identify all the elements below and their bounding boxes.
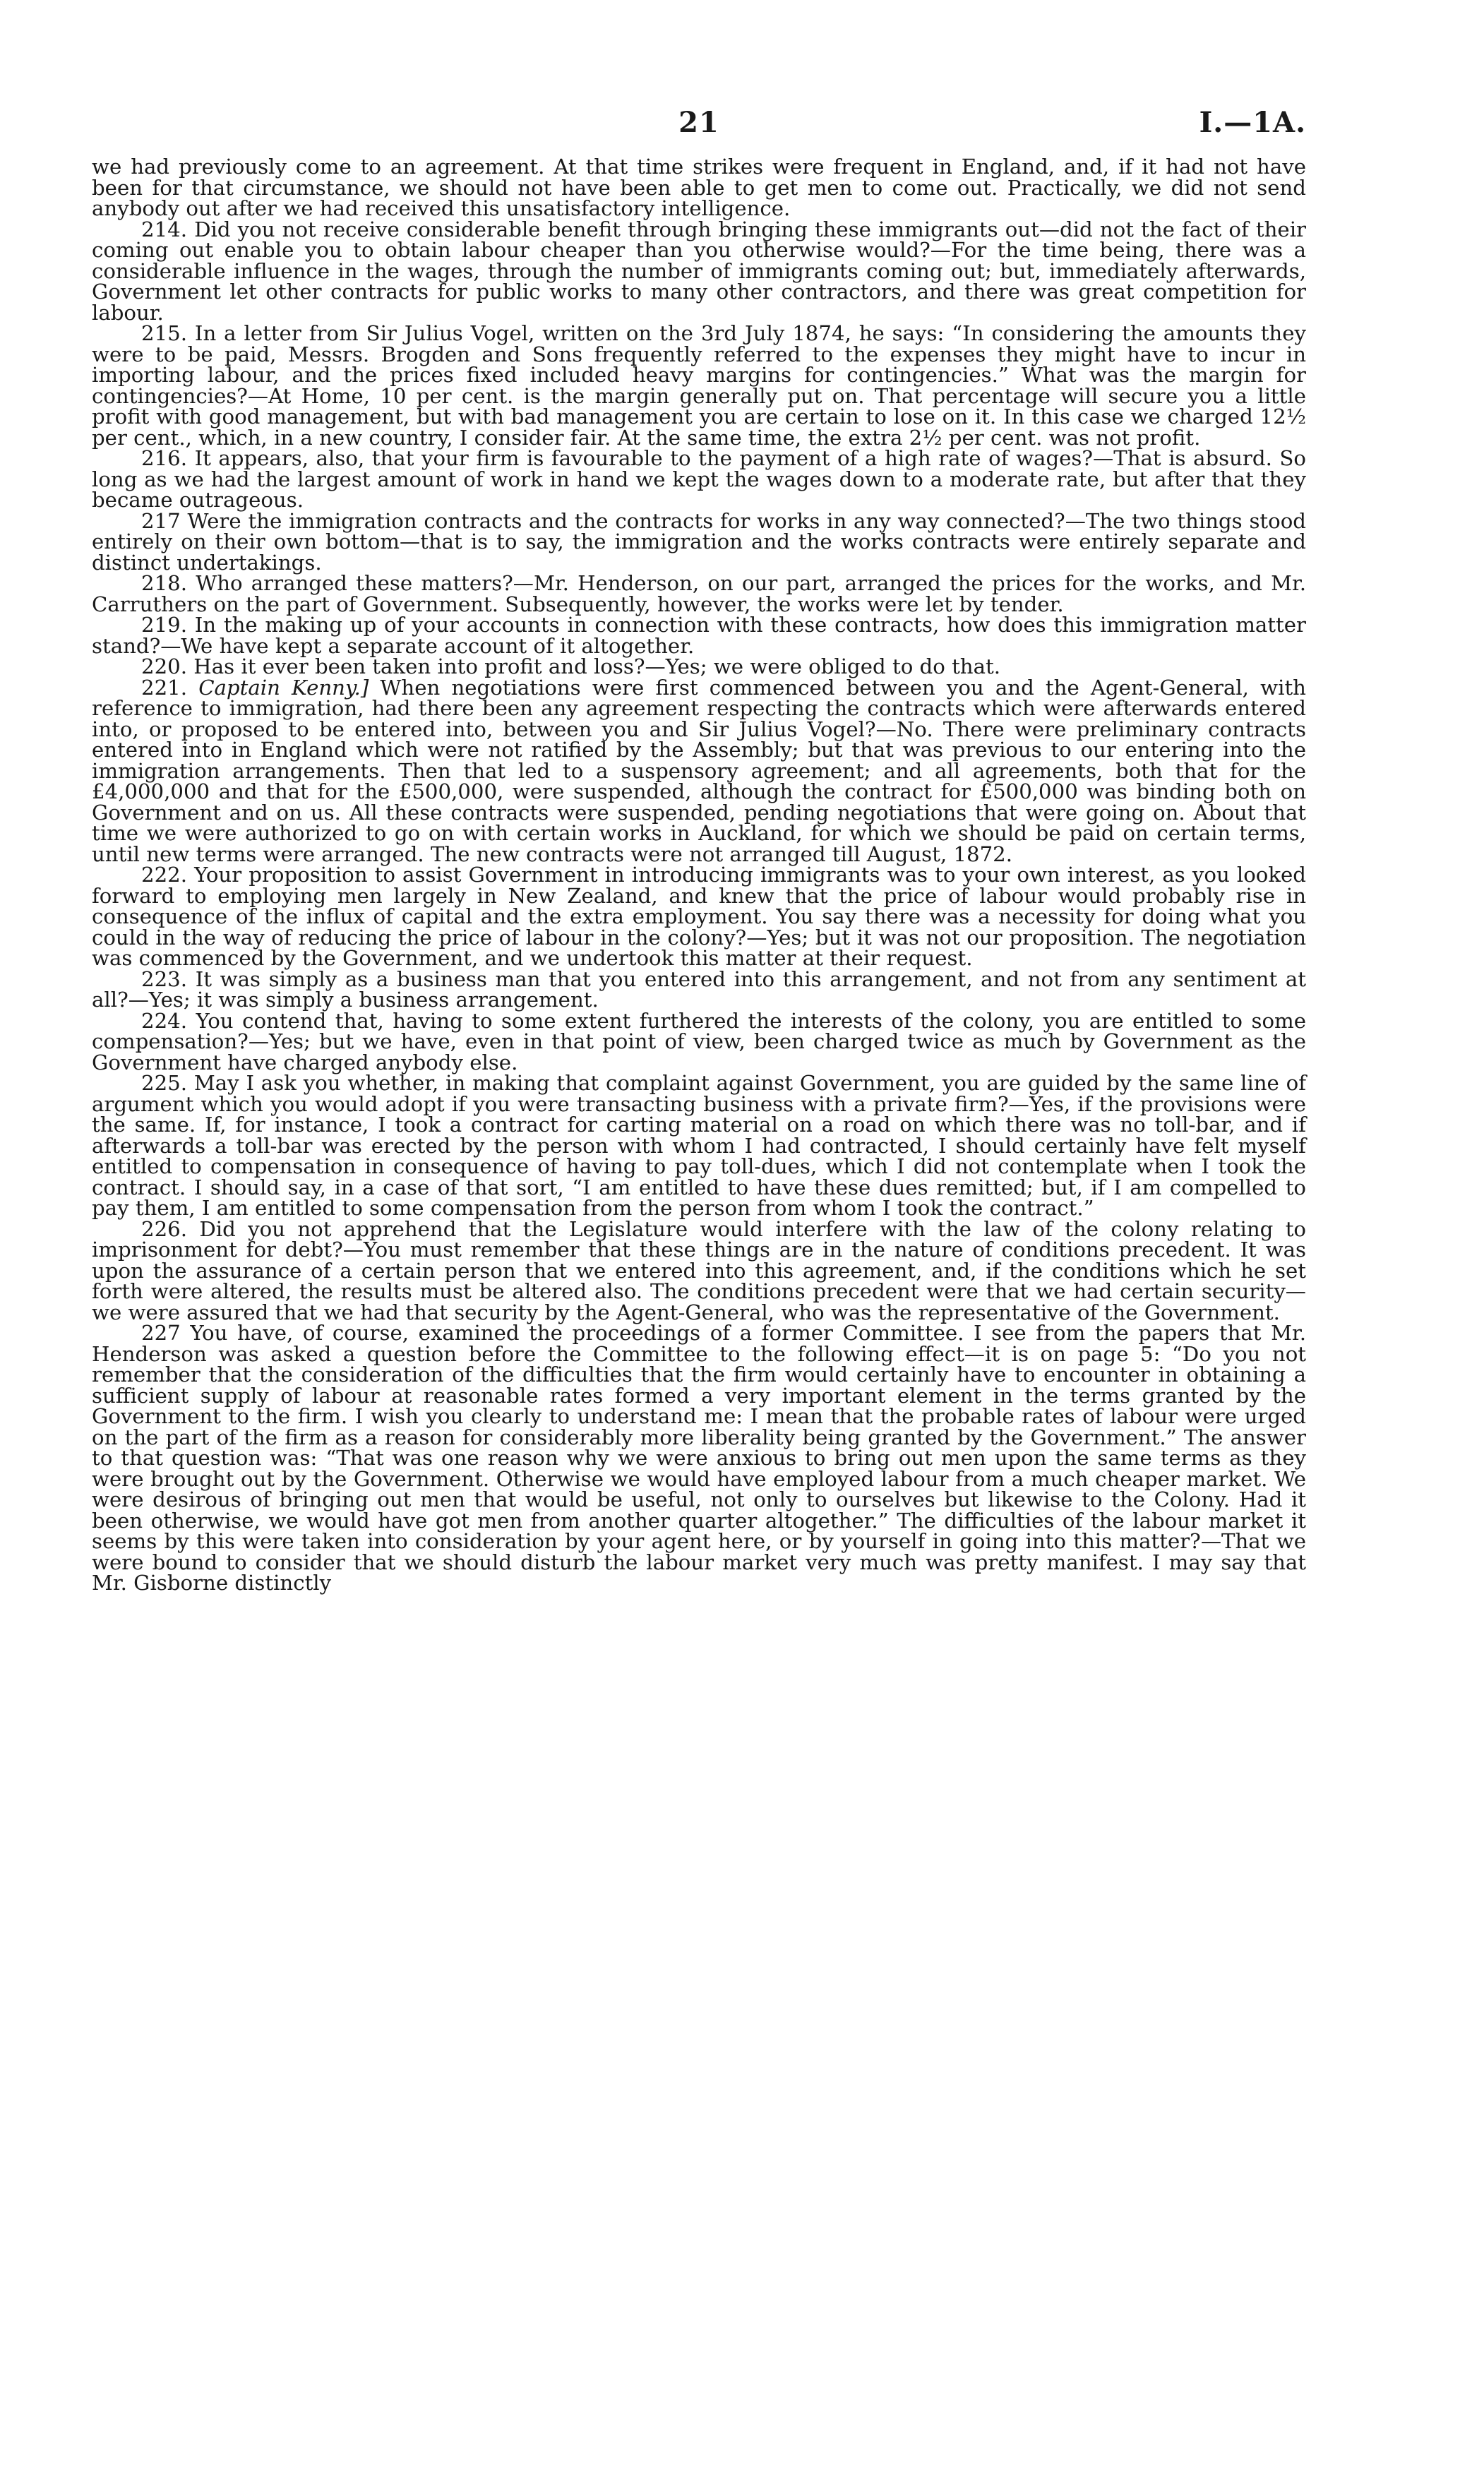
paragraph-text: Did you not apprehend that the Legislature would interfere with the law of the colony relating to imprisonment for debt?—You must remember that these things are in the nature of conditions precedent. It was upon the assurance of a certain person that we entered into this agreement, and, if the conditions which he set forth were altered, the results must be altered also. The conditions precedent were that we had certain security—we were assured that we had that security by the Agent-General, who was the representative of the Government. [92, 1216, 1306, 1324]
paragraph-text: we had previously come to an agreement. At that time strikes were frequent in England, and, if it had not have been for that circumstance, we should not have been able to get men to come out. Practically, we did not send anybody out after we had received this unsatisfactory intelligence. [92, 155, 1306, 220]
running-head [92, 106, 1306, 155]
paragraph-text: In a letter from Sir Julius Vogel, written on the 3rd July 1874, he says: “In considering the amounts they were to be paid, Messrs. Brogden and Sons frequently referred to the expenses they might have to incur in importing labour, and the prices fixed included heavy margins for contingencies.” What was the margin for contingencies?—At Home, 10 per cent. is the margin generally put on. That percentage will secure you a little profit with good management, but with bad management you are certain to lose on it. In this case we charged 12½ per cent., which, in a new country, I consider fair. At the same time, the extra 2½ per cent. was not profit. [92, 321, 1306, 450]
question-number: 221. [141, 675, 187, 700]
question-number: 218. [141, 571, 187, 595]
paragraph-text: Were the immigration contracts and the contracts for works in any way connected?—The two things stood entirely on their own bottom—that is to say, the immigration and the works contracts were entirely separate and distinct undertakings. [92, 508, 1306, 575]
question-223 [92, 966, 1306, 1012]
paragraph-text: May I ask you whether, in making that complaint against Government, you are guided by the same line of argument which you would adopt if you were transacting business with a private firm?—Yes, if the provisions were the same. If, for instance, I took a contract for carting material on a road on which there was no toll-bar, and if afterwards a toll-bar was erected by the person with whom I had contracted, I should certainly have felt myself entitled to compensation in consequence of having to pay toll-dues, which I did not contemplate when I took the contract. I should say, in a case of that sort, “I am entitled to have these dues remitted; but, if I am compelled to pay them, I am entitled to some compensation from the person from whom I took the contract.” [92, 1071, 1306, 1220]
question-220 [92, 654, 1306, 678]
question-215 [92, 323, 1306, 448]
speaker-note: Captain Kenny.] [198, 675, 369, 700]
question-number: 225. [141, 1071, 187, 1095]
paragraph-text: Has it ever been taken into profit and loss?—Yes; we were obliged to do that. [193, 654, 1001, 678]
question-number: 217 [141, 508, 181, 533]
paragraph-text: Who arranged these matters?—Mr. Henderson, on our part, arranged the prices for the works, and Mr. Carruthers on the part of Government. Subsequently, however, the works were let by tender. [92, 571, 1306, 616]
question-216 [92, 448, 1306, 511]
body-text [92, 157, 1306, 1594]
page-number: 21 [678, 106, 719, 139]
question-number: 215. [141, 321, 187, 345]
question-number: 219. [141, 613, 187, 637]
paragraph-text: Your proposition to assist Government in introducing immigrants was to your own interest, as you looked forward to employing men largely in New Zealand, and knew that the price of labour would probably rise in consequence of the influx of capital and the extra employment. You say there was a necessity for doing what you could in the way of reducing the price of labour in the colony?—Yes; but it was not our proposition. The negotiation was commenced by the Government, and we undertook this matter at their request. [92, 863, 1306, 970]
paragraph-continuation [92, 157, 1306, 220]
paragraph-text: You have, of course, examined the proceedings of a former Committee. I see from the papers that Mr. Henderson was asked a question before the Committee to the following effect—it is on page 5: “Do you not remember that the consideration of the difficulties that the firm would certainly have to encounter in obtaining a sufficient supply of labour at reasonable rates formed a very important element in the terms granted by the Government to the firm. I wish you clearly to understand me: I mean that the probable rates of labour were urged on the part of the firm as a reason for considerably more liberality being granted by the Government.” The answer to that question was: “That was one reason why we were anxious to bring out men upon the same terms as they were brought out by the Government. Otherwise we would have employed labour from a much cheaper market. We were desirous of bringing out men that would be useful, not only to ourselves but likewise to the Colony. Had it been otherwise, we would have got men from another quarter altogether.” The difficulties of the labour market it seems by this were taken into consideration by your agent here, or by yourself in going into this matter?—That we were bound to consider that we should disturb the labour market very much was pretty manifest. I may say that Mr. Gisborne distinctly [92, 1321, 1307, 1595]
question-number: 224. [141, 1008, 187, 1033]
paragraph-text: It appears, also, that your firm is favourable to the payment of a high rate of wages?—That is absurd. So long as we had the largest amount of work in hand we kept the wages down to a moderate rate, but after that they became outrageous. [92, 446, 1306, 512]
paragraph-text: Did you not receive considerable benefit through bringing these immigrants out—did not the fact of their coming out enable you to obtain labour cheaper than you otherwise would?—For the time being, there was a considerable influence in the wages, through the number of immigrants coming out; but, immediately afterwards, Government let other contracts for public works to many other contractors, and there was great competition for labour. [92, 217, 1306, 325]
question-number: 214. [141, 217, 187, 241]
question-225 [92, 1073, 1306, 1219]
question-221 [92, 675, 1306, 866]
question-219 [92, 615, 1306, 657]
question-226 [92, 1216, 1306, 1324]
question-number: 227 [141, 1321, 181, 1345]
paragraph-text: In the making up of your accounts in connection with these contracts, how does this immigration matter stand?—We have kept a separate account of it altogether. [92, 613, 1306, 658]
paragraph-text: When negotiations were first commenced between you and the Agent-General, with reference to immigration, had there been any agreement respecting the contracts which were afterwards entered into, or proposed to be entered into, between you and Sir Julius Vogel?—No. There were preliminary contracts entered into in England which were not ratified by the Assembly; but that was previous to our entering into the immigration arrangements. Then that led to a suspensory agreement; and all agreements, both that for the £4,000,000 and that for the £500,000, were suspended, although the contract for £500,000 was binding both on Government and on us. All these contracts were suspended, pending negotiations that were going on. About that time we were authorized to go on with certain works in Auckland, for which we should be paid on certain terms, until new terms were arranged. The new contracts were not arranged till August, 1872. [92, 675, 1306, 866]
paragraph-text: You contend that, having to some extent furthered the interests of the colony, you are entitled to some compensation?—Yes; but we have, even in that point of view, been charged twice as much by Government as the Government have charged anybody else. [92, 1008, 1306, 1074]
question-number: 223. [141, 966, 187, 991]
question-number: 220. [141, 654, 187, 678]
paragraph-text: It was simply as a business man that you entered into this arrangement, and not from any sentiment at all?—Yes; it was simply a business arrangement. [92, 966, 1306, 1012]
question-number: 222. [141, 863, 187, 887]
question-218 [92, 573, 1306, 615]
question-number: 226. [141, 1216, 187, 1241]
question-222 [92, 865, 1306, 969]
document-page [92, 106, 1306, 2450]
question-214 [92, 217, 1306, 325]
question-217 [92, 508, 1306, 575]
document-reference: I.—1A. [1199, 106, 1306, 139]
question-number: 216. [141, 446, 187, 470]
question-224 [92, 1008, 1306, 1074]
question-227 [92, 1323, 1306, 1594]
